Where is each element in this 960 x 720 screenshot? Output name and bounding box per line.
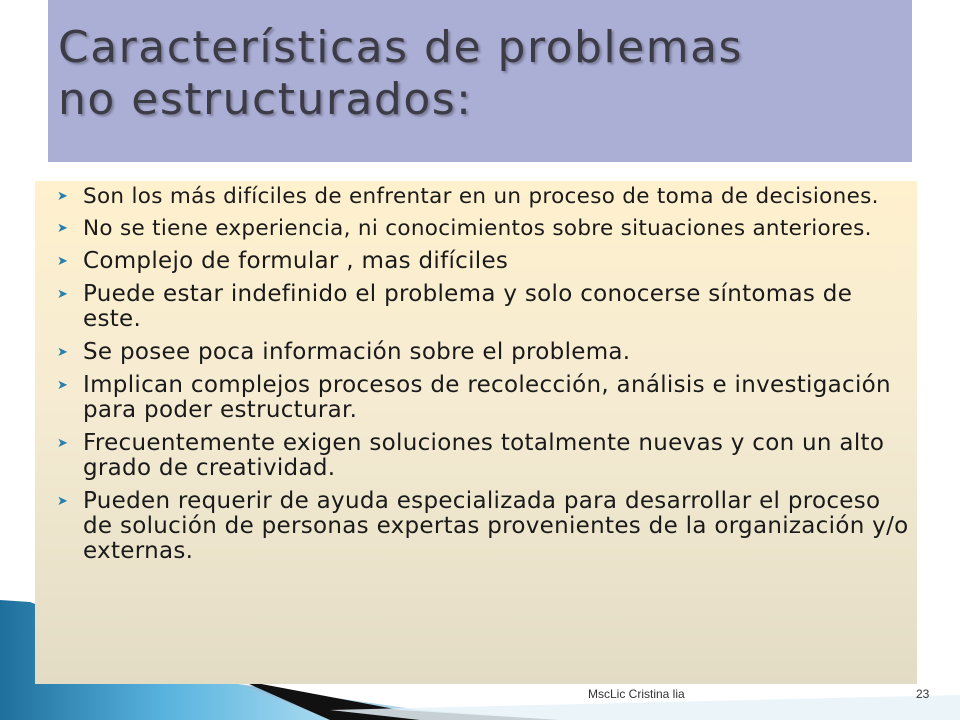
arrow-bullet-icon: ➤	[57, 436, 69, 451]
bullet-text: Frecuentemente exigen soluciones totalmente nuevas y con un alto grado de creatividad.	[83, 430, 885, 481]
bullet-text: No se tiene experiencia, ni conocimientos sobre situaciones anteriores.	[83, 216, 872, 241]
arrow-bullet-icon: ➤	[57, 494, 69, 509]
slide-title	[58, 22, 898, 126]
bullet-text: Complejo de formular , mas difíciles	[83, 248, 509, 274]
list-item	[55, 249, 915, 274]
page-number: 23	[916, 687, 930, 701]
list-item	[55, 282, 915, 332]
arrow-bullet-icon: ➤	[57, 378, 69, 393]
arrow-bullet-icon: ➤	[57, 221, 69, 236]
list-item	[55, 489, 915, 564]
title-line-2: no estructurados:	[58, 74, 473, 125]
bullet-text: Pueden requerir de ayuda especializada para desarrollar el proceso de solución de personas expertas provenientes de la organización y/o externas.	[83, 488, 909, 564]
arrow-bullet-icon: ➤	[57, 345, 69, 360]
arrow-bullet-icon: ➤	[57, 287, 69, 302]
title-line-1: Características de problemas	[58, 22, 743, 73]
bullet-text: Puede estar indefinido el problema y solo conocerse síntomas de este.	[83, 281, 853, 332]
list-item	[55, 217, 915, 241]
bullet-text: Son los más difíciles de enfrentar en un proceso de toma de decisiones.	[83, 184, 879, 209]
bullet-text: Implican complejos procesos de recolección, análisis e investigación para poder estructurar.	[83, 372, 891, 423]
bullet-text: Se posee poca información sobre el problema.	[83, 339, 631, 365]
list-item	[55, 373, 915, 423]
footer-author: MscLic Cristina lia	[588, 687, 685, 701]
arrow-bullet-icon: ➤	[57, 254, 69, 269]
content-box	[35, 181, 917, 684]
list-item	[55, 431, 915, 481]
list-item	[55, 340, 915, 365]
arrow-bullet-icon: ➤	[57, 189, 69, 204]
bullet-list	[55, 185, 915, 572]
list-item	[55, 185, 915, 209]
